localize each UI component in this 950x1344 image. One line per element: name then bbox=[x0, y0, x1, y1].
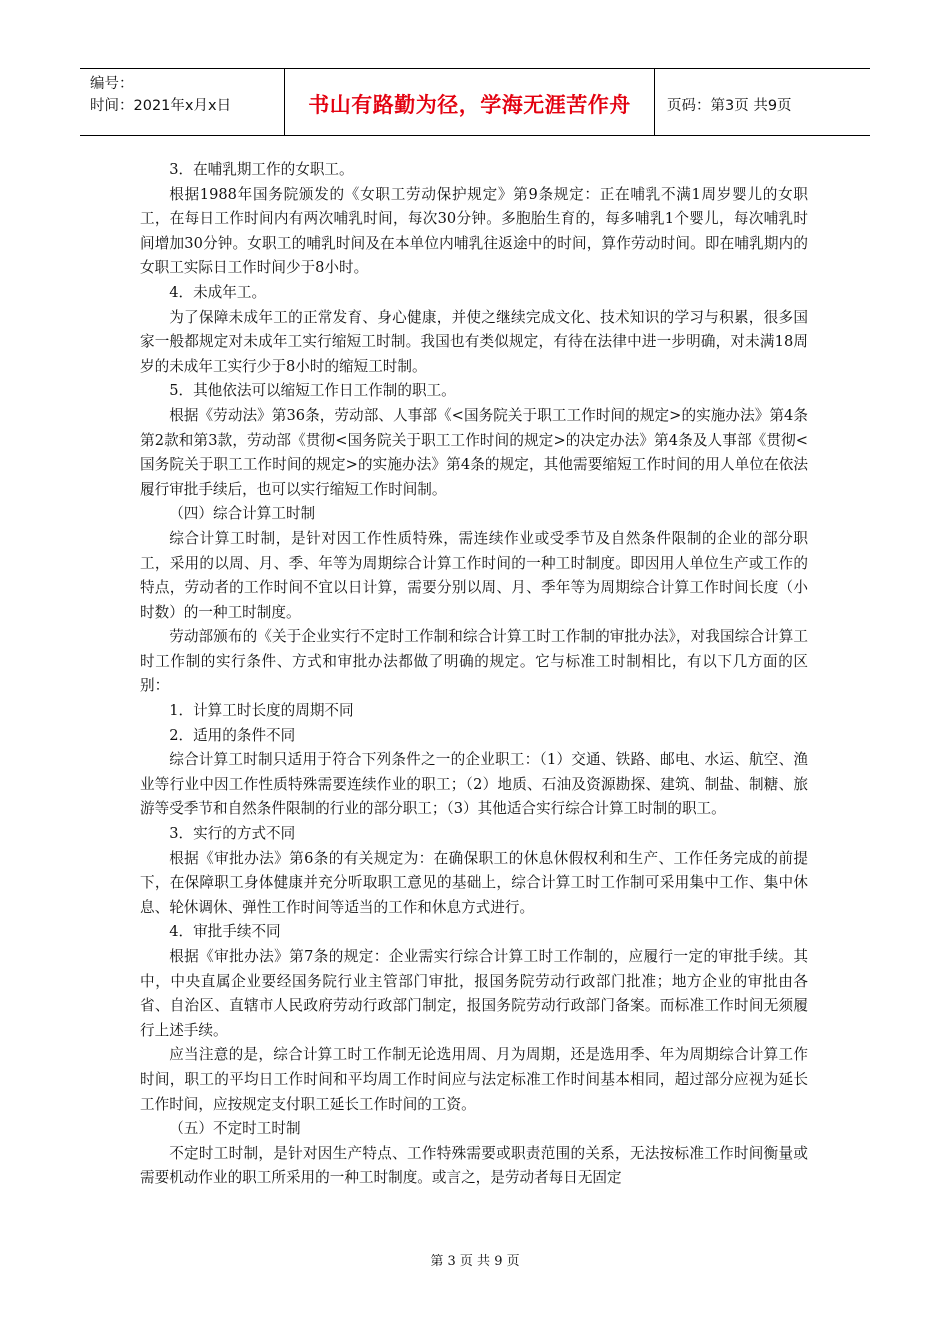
paragraph: 2．适用的条件不同 bbox=[169, 726, 296, 744]
paragraph: 应当注意的是，综合计算工时工作制无论选用周、月为周期，还是选用季、年为周期综合计算工作时间，职工的平均日工作时间和平均周工作时间应与法定标准工作时间基本相同，超过部分应视为延长工作时间，应按规定支付职工延长工作时间的工资。 bbox=[140, 1046, 808, 1113]
paragraph: 1．计算工时长度的周期不同 bbox=[169, 702, 354, 720]
paragraph: 4．审批手续不同 bbox=[169, 923, 281, 941]
paragraph: 劳动部颁布的《关于企业实行不定时工作制和综合计算工时工作制的审批办法》，对我国综合计算工时工作制的实行条件、方式和审批办法都做了明确的规定。它与标准工时制相比，有以下几方面的区别： bbox=[140, 628, 808, 695]
paragraph: 综合计算工时制，是针对因工作性质特殊，需连续作业或受季节及自然条件限制的企业的部分职工，采用的以周、月、季、年等为周期综合计算工作时间的一种工时制度。即因用人单位生产或工作的特点，劳动者的工作时间不宜以日计算，需要分别以周、月、季年等为周期综合计算工作时间长度（小时数）的一种工时制度。 bbox=[140, 529, 808, 621]
paragraph: 5．其他依法可以缩短工作日工作制的职工。 bbox=[169, 382, 456, 400]
header-motto: 书山有路勤为径，学海无涯苦作舟 bbox=[285, 69, 655, 135]
paragraph: 根据1988年国务院颁发的《女职工劳动保护规定》第9条规定：正在哺乳不满1周岁婴儿的女职工，在每日工作时间内有两次哺乳时间，每次30分钟。多胞胎生育的，每多哺乳1个婴儿，每次哺乳时间增加30分钟。女职工的哺乳时间及在本单位内哺乳往返途中的时间，算作劳动时间。即在哺乳期内的女职工实际日工作时间少于8小时。 bbox=[140, 185, 808, 277]
section-heading: （五）不定时工时制 bbox=[169, 1120, 301, 1138]
document-header bbox=[80, 68, 870, 136]
section-heading: （四）综合计算工时制 bbox=[169, 505, 316, 523]
paragraph: 综合计算工时制只适用于符合下列条件之一的企业职工：（1）交通、铁路、邮电、水运、航空、渔业等行业中因工作性质特殊需要连续作业的职工；（2）地质、石油及资源勘探、建筑、制盐、制糖、旅游等受季节和自然条件限制的行业的部分职工；（3）其他适合实行综合计算工时制的职工。 bbox=[140, 751, 808, 818]
paragraph: 为了保障未成年工的正常发育、身心健康，并使之继续完成文化、技术知识的学习与积累，很多国家一般都规定对未成年工实行缩短工时制。我国也有类似规定，有待在法律中进一步明确，对未满18周岁的未成年工实行少于8小时的缩短工时制。 bbox=[140, 308, 808, 375]
page-footer: 第 3 页 共 9 页 bbox=[430, 1254, 520, 1269]
number-label: 编号： bbox=[90, 76, 134, 92]
paragraph: 根据《审批办法》第7条的规定：企业需实行综合计算工时工作制的，应履行一定的审批手续。其中，中央直属企业要经国务院行业主管部门审批，报国务院劳动行政部门批准；地方企业的审批由各省、自治区、直辖市人民政府劳动行政部门制定，报国务院劳动行政部门备案。而标准工作时间无须履行上述手续。 bbox=[140, 948, 808, 1039]
header-page-info: 页码：第3页 共9页 bbox=[667, 97, 792, 114]
paragraph: 3．实行的方式不同 bbox=[169, 825, 296, 843]
time-label: 时间：2021年x月x日 bbox=[90, 98, 232, 114]
paragraph: 根据《审批办法》第6条的有关规定为：在确保职工的休息休假权利和生产、工作任务完成的前提下，在保障职工身体健康并充分听取职工意见的基础上，综合计算工时工作制可采用集中工作、集中休息、轮休调休、弹性工作时间等适当的工作和休息方式进行。 bbox=[140, 849, 808, 916]
paragraph: 不定时工时制，是针对因生产特点、工作特殊需要或职责范围的关系，无法按标准工作时间衡量或需要机动作业的职工所采用的一种工时制度。或言之，是劳动者每日无固定 bbox=[140, 1144, 808, 1187]
document-body bbox=[140, 158, 808, 1191]
paragraph: 根据《劳动法》第36条，劳动部、人事部《<国务院关于职工工作时间的规定>的实施办法》第4条第2款和第3款，劳动部《贯彻<国务院关于职工工作时间的规定>的决定办法》第4条及人事部《贯彻<国务院关于职工工作时间的规定>的实施办法》第4条的规定，其他需要缩短工作时间的用人单位在依法履行审批手续后，也可以实行缩短工作时间制。 bbox=[140, 406, 808, 498]
header-meta-cell bbox=[80, 69, 285, 135]
paragraph: 3．在哺乳期工作的女职工。 bbox=[169, 161, 354, 178]
paragraph: 4．未成年工。 bbox=[169, 283, 267, 301]
